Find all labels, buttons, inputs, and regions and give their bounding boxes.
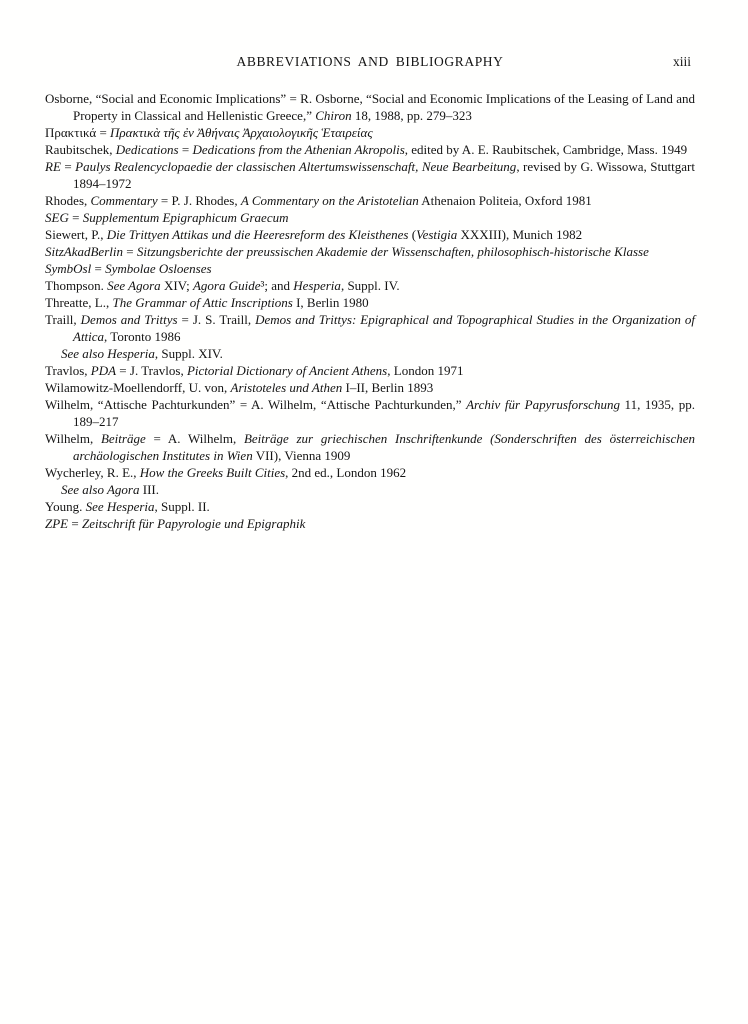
entry-text-segment: Sitzungsberichte der preussischen Akademie der Wissenschaften, philosophisch-historische Klasse <box>136 244 649 259</box>
bibliography-entry <box>45 90 695 124</box>
entry-text-segment: XIV; <box>160 278 193 293</box>
entry-text-segment: Symbolae Osloenses <box>105 261 212 276</box>
entry-text-segment: See also Agora <box>61 482 140 497</box>
entry-text-segment: Demos and Trittys <box>80 312 178 327</box>
entry-text-segment: ZPE <box>45 516 69 531</box>
bibliography-entry <box>45 260 695 277</box>
entry-text-segment: Chiron <box>315 108 352 123</box>
entry-text-segment: See Hesperia <box>85 499 155 514</box>
entry-text-segment: SitzAkadBerlin <box>45 244 123 259</box>
entry-text-segment: Paulys Realencyclopaedie der classischen Altertumswissenschaft, Neue Bearbeitung <box>75 159 517 174</box>
entry-text-segment: , 2nd ed., London 1962 <box>285 465 407 480</box>
entry-text-segment: SEG <box>45 210 69 225</box>
entry-text-segment: See also Hesperia <box>61 346 155 361</box>
entry-text-segment: ( <box>408 227 417 242</box>
bibliography-entry <box>45 515 695 532</box>
entry-text-segment: , London 1971 <box>387 363 464 378</box>
bibliography-list <box>45 90 695 532</box>
entry-text-segment: PDA <box>90 363 117 378</box>
entry-text-segment: Zeitschrift für Papyrologie und Epigraphik <box>81 516 306 531</box>
entry-text-segment: Wilamowitz-Moellendorff, U. von, <box>45 380 231 395</box>
bibliography-entry <box>45 277 695 294</box>
entry-text-segment: = <box>123 244 137 259</box>
entry-text-segment: 18, 1988, pp. 279–323 <box>351 108 472 123</box>
bibliography-entry <box>45 498 695 515</box>
entry-text-segment: I–II, Berlin 1893 <box>342 380 434 395</box>
entry-text-segment: Dedications from the Athenian Akropolis <box>192 142 405 157</box>
entry-text-segment: A Commentary on the Aristotelian <box>240 193 419 208</box>
entry-text-segment: 11, 1935, pp. 189–217 <box>73 397 696 429</box>
entry-text-segment: I, Berlin 1980 <box>292 295 369 310</box>
entry-text-segment: Traill, <box>45 312 81 327</box>
bibliography-entry <box>45 158 695 192</box>
entry-text-segment: = A. Wilhelm, <box>145 431 244 446</box>
entry-text-segment: , Toronto 1986 <box>104 329 181 344</box>
bibliography-entry <box>45 124 695 141</box>
entry-text-segment: Siewert, P., <box>45 227 107 242</box>
entry-text-segment: VII), Vienna 1909 <box>252 448 351 463</box>
entry-text-segment: Wycherley, R. E., <box>45 465 140 480</box>
entry-text-segment: Threatte, L., <box>45 295 113 310</box>
entry-text-segment: Beiträge <box>100 431 146 446</box>
bibliography-entry <box>45 226 695 243</box>
entry-text-segment: Πρακτικά = <box>45 125 111 140</box>
entry-text-segment: = J. Travlos, <box>116 363 187 378</box>
bibliography-entry <box>45 209 695 226</box>
bibliography-entry <box>45 396 695 430</box>
entry-text-segment: Osborne, “Social and Economic Implications” = R. Osborne, “Social and Economic Implications of the Leasing of Land and Property in Classical and Hellenistic Greece,” <box>45 91 695 123</box>
entry-text-segment: How the Greeks Built Cities <box>139 465 286 480</box>
entry-text-segment: XXXIII), Munich 1982 <box>457 227 583 242</box>
bibliography-entry <box>45 141 695 158</box>
entry-text-segment: = <box>60 159 76 174</box>
bibliography-entry <box>45 192 695 209</box>
entry-text-segment: ³; and <box>260 278 294 293</box>
entry-text-segment: III. <box>139 482 159 497</box>
entry-text-segment: Thompson. <box>45 278 108 293</box>
page-number: xiii <box>672 54 691 69</box>
bibliography-entry <box>45 464 695 481</box>
entry-text-segment: Dedications <box>115 142 179 157</box>
bibliography-entry <box>45 345 695 362</box>
entry-text-segment: = P. J. Rhodes, <box>157 193 241 208</box>
entry-text-segment: SymbOsl <box>45 261 92 276</box>
entry-text-segment: Supplementum Epigraphicum Graecum <box>82 210 289 225</box>
entry-text-segment: = J. S. Traill, <box>177 312 256 327</box>
entry-text-segment: = <box>91 261 106 276</box>
entry-text-segment: Wilhelm, <box>45 431 101 446</box>
entry-text-segment: Wilhelm, “Attische Pachturkunden” = A. Wilhelm, “Attische Pachturkunden,” <box>45 397 467 412</box>
bibliography-entry <box>45 294 695 311</box>
entry-text-segment: Agora Guide <box>192 278 261 293</box>
running-head: ABBREVIATIONS AND BIBLIOGRAPHY <box>236 54 504 69</box>
entry-text-segment: Archiv für Papyrusforschung <box>466 397 620 412</box>
entry-text-segment: Travlos, <box>45 363 91 378</box>
entry-text-segment: See Agora <box>107 278 161 293</box>
bibliography-entry <box>45 362 695 379</box>
entry-text-segment: = <box>68 210 83 225</box>
bibliography-entry <box>45 481 695 498</box>
bibliography-entry <box>45 311 695 345</box>
entry-text-segment: , Suppl. XIV. <box>154 346 223 361</box>
entry-text-segment: Raubitschek, <box>45 142 116 157</box>
entry-text-segment: Rhodes, <box>45 193 91 208</box>
bibliography-entry <box>45 243 695 260</box>
entry-text-segment: Athenaion Politeia, Oxford 1981 <box>418 193 592 208</box>
entry-text-segment: = <box>68 516 82 531</box>
entry-text-segment: Vestigia <box>416 227 458 242</box>
entry-text-segment: Aristoteles und Athen <box>230 380 343 395</box>
entry-text-segment: Pictorial Dictionary of Ancient Athens <box>186 363 388 378</box>
entry-text-segment: Commentary <box>90 193 158 208</box>
entry-text-segment: Beiträge zur griechischen Inschriftenkunde (Sonderschriften des österreichischen archäologischen Institutes in Wien <box>73 431 696 463</box>
entry-text-segment: , Suppl. IV. <box>340 278 400 293</box>
entry-text-segment: = <box>178 142 193 157</box>
entry-text-segment: RE <box>45 159 61 174</box>
bibliography-entry <box>45 379 695 396</box>
entry-text-segment: Hesperia <box>293 278 341 293</box>
entry-text-segment: , Suppl. II. <box>154 499 210 514</box>
entry-text-segment: , edited by A. E. Raubitschek, Cambridge, Mass. 1949 <box>404 142 688 157</box>
entry-text-segment: The Grammar of Attic Inscriptions <box>112 295 293 310</box>
entry-text-segment: Die Trittyen Attikas und die Heeresreform des Kleisthenes <box>106 227 409 242</box>
bibliography-entry <box>45 430 695 464</box>
entry-text-segment: Πρακτικὰ τῆς ἐν Ἀθήναις Ἀρχαιολογικῆς Ἑταιρείας <box>110 125 373 140</box>
page-header <box>45 53 695 71</box>
entry-text-segment: Young. <box>45 499 86 514</box>
entry-text-segment: Demos and Trittys: Epigraphical and Topographical Studies in the Organization of Attica <box>73 312 696 344</box>
entry-text-segment: , revised by G. Wissowa, Stuttgart 1894–1972 <box>73 159 695 191</box>
